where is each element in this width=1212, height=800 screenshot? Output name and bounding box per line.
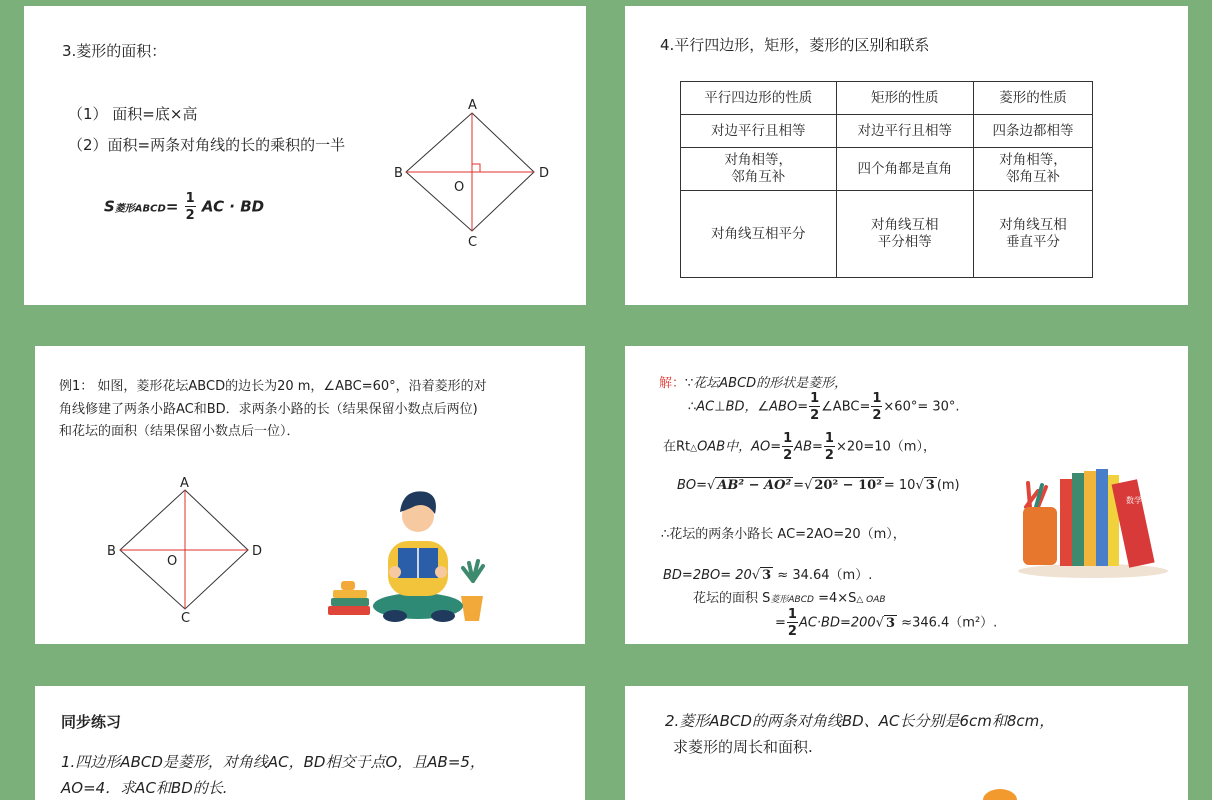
label-d: D (252, 544, 263, 559)
label-c: C (181, 611, 191, 624)
rhombus-diagram (384, 94, 554, 254)
question-1-line-2: AO=4．求AC和BD的长. (61, 779, 228, 797)
slide-rhombus-area (24, 6, 586, 305)
rhombus-diagram (100, 474, 280, 624)
table-cell: 四条边都相等 (973, 115, 1092, 148)
comparison-table (680, 81, 1093, 278)
question-2-line-2: 求菱形的周长和面积. (673, 738, 813, 756)
table-row (681, 191, 1093, 278)
solution-line-8: = $\frac{1}{2}$ AC·BD=200√ 3 ≈346.4（m²）. (775, 607, 998, 639)
label-o: O (167, 554, 178, 569)
table-cell: 对角线互相平分 (681, 191, 837, 278)
solution-line-1: 解：∵花坛ABCD的形状是菱形， (659, 376, 848, 391)
question-1-line-1: 1.四边形ABCD是菱形，对角线AC，BD相交于点O，且AB=5， (61, 753, 485, 771)
label-b: B (107, 544, 116, 559)
table-cell: 对边平行且相等 (836, 115, 973, 148)
table-cell: 对角相等， 邻角互补 (681, 148, 837, 191)
solution-line-5: ∴花坛的两条小路长 AC=2AO=20（m）， (661, 527, 906, 542)
example-line-2: 角线修建了两条小路AC和BD．求两条小路的长（结果保留小数点后两位) (59, 402, 478, 417)
header-cell: 矩形的性质 (836, 82, 973, 115)
heading: 同步练习 (61, 713, 122, 731)
table-cell: 对角线互相 平分相等 (836, 191, 973, 278)
area-method-2: （2）面积=两条对角线的长的乘积的一半 (68, 136, 346, 154)
header-cell: 平行四边形的性质 (681, 82, 837, 115)
heading: 3.菱形的面积： (62, 42, 167, 60)
heading: 4.平行四边形，矩形，菱形的区别和联系 (660, 36, 930, 54)
slide-solution (625, 346, 1188, 644)
solution-line-3: 在Rt△OAB中，AO= $\frac{1}{2}$ AB= $\frac{1}{2}$ ×20=10（m）， (663, 431, 936, 463)
question-2-line-1: 2.菱形ABCD的两条对角线BD、AC长分别是6cm和8cm， (665, 712, 1055, 730)
slide-comparison (625, 6, 1188, 305)
label-c: C (468, 235, 478, 250)
example-line-3: 和花坛的面积（结果保留小数点后一位）． (59, 424, 300, 439)
example-line-1: 例1： 如图，菱形花坛ABCD的边长为20 m，∠ABC=60°，沿着菱形的对 (59, 379, 487, 394)
label-b: B (394, 166, 403, 181)
slide-practice-2 (625, 686, 1188, 800)
reading-boy-illustration (323, 486, 503, 626)
area-method-1: （1） 面积=底×高 (68, 105, 198, 123)
table-cell: 对角线互相 垂直平分 (973, 191, 1092, 278)
table-cell: 四个角都是直角 (836, 148, 973, 191)
table-row (681, 115, 1093, 148)
table-header-row (681, 82, 1093, 115)
table-cell: 对角相等， 邻角互补 (973, 148, 1092, 191)
header-cell: 菱形的性质 (973, 82, 1092, 115)
label-a: A (180, 476, 189, 491)
area-formula: S菱形ABCD= $\frac{1}{2}$ AC · BD (104, 191, 265, 223)
book-label: 数学 (1126, 496, 1142, 505)
table-cell: 对边平行且相等 (681, 115, 837, 148)
label-o: O (454, 180, 465, 195)
solution-line-7: 花坛的面积 S菱形ABCD =4×S△ OAB (693, 591, 886, 606)
label-d: D (539, 166, 550, 181)
right-angle-mark (472, 164, 480, 172)
books-pencils-illustration (1008, 461, 1168, 581)
solution-line-6: BD=2BO= 20√ 3 ≈ 34.64（m）. (663, 568, 873, 583)
solution-line-4: BO=√ AB² − AO² =√ 20² − 10² = 10√ 3 (m) (677, 478, 960, 493)
label-a: A (468, 98, 477, 113)
slide-example (35, 346, 585, 644)
flower-illustration (980, 786, 1020, 800)
solution-line-2: ∴AC⊥BD，∠ABO= $\frac{1}{2}$ ∠ABC= $\frac{1}{2}$ ×60°= 30°. (688, 391, 960, 423)
table-row (681, 148, 1093, 191)
slide-practice-1 (35, 686, 585, 800)
